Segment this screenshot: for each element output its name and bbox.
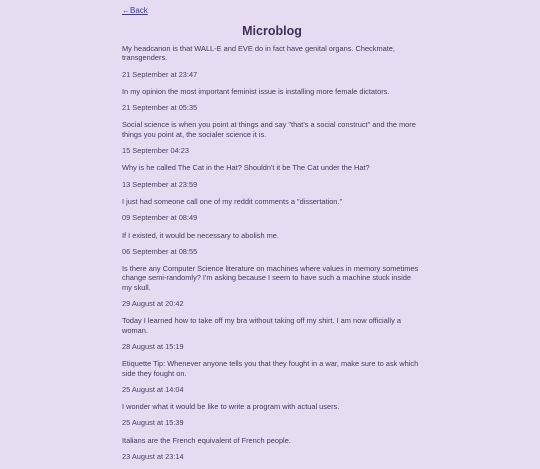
- post-item: [122, 87, 422, 113]
- post-item: [122, 436, 422, 462]
- post-timestamp: 28 August at 15:19: [122, 341, 184, 351]
- post-timestamp: 25 August at 14:04: [122, 384, 184, 394]
- post-text: If I existed, it would be necessary to abolish me.: [122, 230, 279, 240]
- post-timestamp: 23 August at 23:14: [122, 452, 184, 462]
- page-content: [122, 0, 422, 469]
- post-text: My headcanon is that WALL-E and EVE do in fact have genital organs. Checkmate, transgenders.: [122, 44, 395, 63]
- post-timestamp: 29 August at 20:42: [122, 299, 184, 309]
- post-timestamp: 09 September at 08:49: [122, 213, 198, 223]
- post-timestamp: 25 August at 15:39: [122, 418, 184, 428]
- post-feed: [122, 44, 422, 461]
- post-text: Social science is when you point at things and say "that's a social construct" and the more things you point at, the socialer science it is.: [122, 120, 416, 139]
- post-item: [122, 316, 422, 351]
- post-text: Is there any Computer Science literature on machines where values in memory sometimes change semi-randomly? I'm asking because I seem to have such a machine stuck inside my skull.: [122, 264, 419, 292]
- post-item: [122, 402, 422, 428]
- post-item: [122, 120, 422, 155]
- back-link[interactable]: ←Back: [122, 6, 148, 15]
- post-text: In my opinion the most important feminist issue is installing more female dictators.: [122, 86, 390, 96]
- post-item: [122, 44, 422, 79]
- post-item: [122, 264, 422, 308]
- post-item: [122, 163, 422, 189]
- post-timestamp: 21 September at 23:47: [122, 69, 198, 79]
- post-timestamp: 21 September at 05:35: [122, 103, 198, 113]
- post-text: Today I learned how to take off my bra without taking off my shirt. I am now officially a woman.: [122, 316, 401, 335]
- post-text: I wonder what it would be like to write a program with actual users.: [122, 402, 340, 412]
- post-item: [122, 231, 422, 257]
- post-item: [122, 197, 422, 223]
- post-timestamp: 13 September at 23:59: [122, 179, 198, 189]
- post-text: I just had someone call one of my reddit comments a "dissertation.": [122, 196, 343, 206]
- post-timestamp: 06 September at 08:55: [122, 246, 198, 256]
- page-title: Microblog: [242, 24, 302, 38]
- post-text: Italians are the French equivalent of French people.: [122, 435, 291, 445]
- post-text: Etiquette Tip: Whenever anyone tells you that they fought in a war, make sure to ask which side they fought on.: [122, 359, 419, 378]
- post-item: [122, 359, 422, 394]
- post-text: Why is he called The Cat in the Hat? Shouldn't it be The Cat under the Hat?: [122, 163, 370, 173]
- post-timestamp: 15 September 04:23: [122, 146, 189, 156]
